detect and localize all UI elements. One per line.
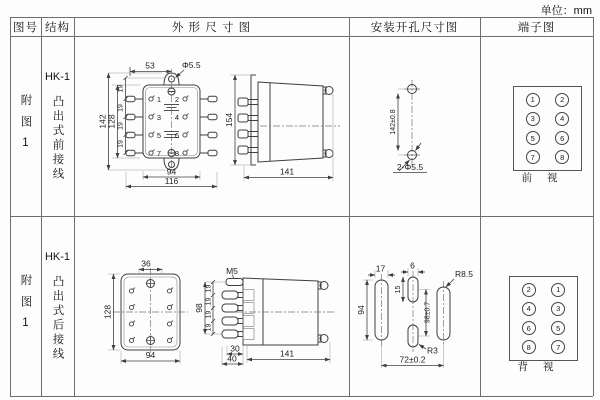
header-structure: 结构 (45, 21, 70, 34)
dim-pitch: 19 (205, 310, 213, 319)
row2-fig-no: 附图1 (19, 273, 32, 339)
dim-height-body: 128 (106, 114, 117, 129)
left-terminals (126, 96, 143, 156)
dim-side-height: 98 (194, 303, 204, 313)
dim-slot-width: 17 (375, 263, 386, 274)
row1-fig-no: 附图1 (19, 93, 32, 159)
terminal-number: 5 (156, 130, 162, 140)
grid-line (593, 17, 594, 396)
terminal-number: 8 (174, 148, 180, 158)
dim-thread: M5 (226, 266, 238, 276)
terminal-number: 3 (156, 112, 162, 122)
row2-outline-drawing (74, 216, 349, 396)
side-view-dimensions (205, 275, 330, 367)
header-fig-no: 图号 (13, 21, 38, 34)
terminal-circle: 1 (526, 93, 540, 107)
dim-mid-height: 15 (395, 285, 402, 294)
dim-hole-pitch: 142±0.8 (390, 109, 397, 135)
row2-terminal-caption: 背 视 (517, 361, 560, 373)
dim-top-width: 53 (145, 60, 155, 71)
terminal-number: 2 (174, 94, 180, 104)
dim-height-outer: 142 (97, 114, 108, 129)
row1-terminal-caption: 前 视 (521, 172, 564, 184)
terminal-circle: 2 (555, 93, 569, 107)
terminal-circle: 2 (522, 283, 536, 297)
terminal-circle: 3 (526, 112, 540, 126)
row1-structure: 凸出式前接线 (51, 94, 64, 182)
grid-line (10, 396, 593, 397)
dim-pitch: 19 (117, 140, 125, 148)
dim-pitch: 19 (117, 122, 125, 130)
terminal-number: 6 (174, 130, 180, 140)
side-view (222, 278, 336, 345)
unit-label: 单位：mm (540, 5, 592, 17)
terminal-circle: 7 (526, 150, 540, 164)
terminal-circle: 7 (551, 340, 565, 354)
dim-width-outer: 116 (164, 176, 179, 186)
dim-pitch: 19 (205, 323, 213, 332)
side-studs (238, 98, 258, 154)
dim-pitch: 19 (205, 297, 213, 306)
dim-mid-width: 6 (410, 260, 415, 271)
header-terminal: 端子图 (517, 21, 556, 34)
dim-depth-40: 40 (227, 353, 237, 364)
dim-span: 72±0.2 (399, 354, 426, 365)
dim-slot-height: 94 (356, 305, 366, 315)
dim-radius-big: R8.5 (455, 269, 473, 279)
side-studs (222, 290, 254, 340)
dim-holes-label: 2-Φ5.5 (396, 162, 424, 172)
row1-structure-cell (41, 36, 74, 216)
dim-depth-30: 30 (230, 343, 240, 354)
dim-top-width: 36 (141, 258, 151, 269)
front-view (113, 268, 188, 357)
row2-terminal-box (509, 276, 578, 361)
dim-mid-pitch: 98±0.7 (424, 301, 432, 324)
terminal-circle: 4 (522, 302, 536, 316)
row1-outline-drawing (74, 36, 349, 216)
header-mounting: 安装开孔尺寸图 (370, 21, 459, 34)
terminal-number: 7 (156, 148, 162, 158)
row2-fig-no-cell (10, 216, 41, 396)
mounting-dimensions (393, 89, 427, 173)
row2-model: HK-1 (44, 250, 71, 263)
dim-hole-dia: Φ5.5 (182, 60, 201, 70)
dim-radius-small: R3 (427, 345, 438, 356)
dim-pitch: 19 (117, 84, 125, 93)
dim-height-body: 128 (102, 304, 113, 320)
dim-pitch: 19 (117, 104, 125, 112)
grid-line (480, 17, 481, 396)
row1-model: HK-1 (44, 70, 71, 83)
terminal-circle: 3 (551, 302, 565, 316)
terminal-circle: 6 (522, 321, 536, 335)
terminal-circle: 8 (555, 150, 569, 164)
row2-mounting-drawing (349, 216, 480, 396)
terminal-circle: 5 (526, 131, 540, 145)
mounting-holes (404, 80, 420, 167)
dim-side-depth: 141 (279, 348, 295, 359)
row1-mounting-drawing (349, 36, 480, 216)
terminal-number: 4 (174, 112, 180, 122)
dim-width-body: 94 (145, 350, 156, 360)
dim-side-depth: 141 (279, 166, 295, 177)
row2-structure-cell (41, 216, 74, 396)
dim-side-height: 154 (224, 112, 234, 128)
row1-terminal-box (513, 86, 582, 171)
side-view (238, 75, 340, 165)
row2-structure: 凸出式后接线 (51, 274, 64, 362)
row1-fig-no-cell (10, 36, 41, 216)
terminal-circle: 1 (551, 283, 565, 297)
terminal-circle: 5 (551, 321, 565, 335)
terminal-number: 1 (156, 94, 162, 104)
dim-width-body: 94 (166, 166, 177, 177)
terminal-circle: 6 (555, 131, 569, 145)
dim-pitch: 19 (205, 284, 213, 293)
mounting-slots (375, 271, 450, 352)
right-terminals (200, 96, 217, 156)
side-view-dimensions (230, 75, 333, 181)
terminal-circle: 4 (555, 112, 569, 126)
terminal-circle: 8 (522, 340, 536, 354)
header-outline: 外 形 尺 寸 图 (171, 21, 252, 34)
